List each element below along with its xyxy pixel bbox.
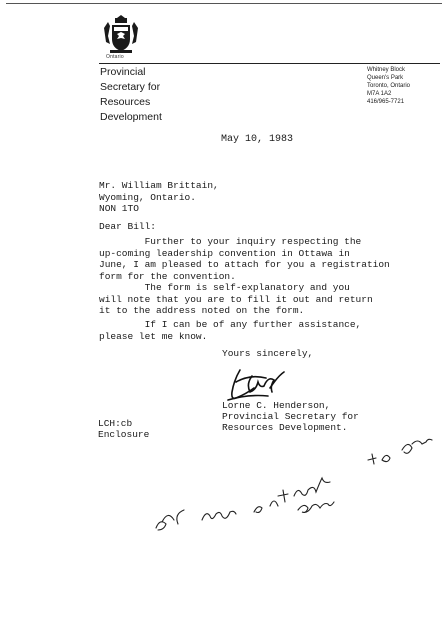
recipient-line: Wyoming, Ontario. [99, 191, 196, 203]
letterhead-rule [99, 63, 440, 64]
paragraph-line: will note that you are to fill it out and return [99, 293, 373, 305]
ministry-line: Resources [100, 96, 151, 108]
address-line: M7A 1A2 [367, 91, 392, 97]
crest-caption: Ontario [106, 54, 124, 60]
ministry-line: Development [100, 111, 162, 123]
signer-line: Provincial Secretary for [222, 411, 359, 422]
paragraph-assistance [99, 319, 389, 342]
paragraph-form-instructions [99, 282, 389, 317]
ministry-name [100, 65, 210, 125]
paragraph-line: it to the address noted on the form. [99, 305, 305, 316]
paragraph-line: Further to your inquiry respecting the [99, 236, 362, 247]
recipient-address [99, 180, 219, 215]
ministry-line: Secretary for [100, 81, 161, 93]
signer-line: Lorne C. Henderson, [222, 400, 331, 411]
recipient-line: NON 1TO [99, 203, 139, 214]
address-line: Whitney Block [367, 67, 406, 73]
paragraph-line: June, I am pleased to attach for you a registration [99, 259, 390, 270]
paragraph-line: up-coming leadership convention in Ottawa in [99, 247, 350, 259]
top-edge-rule [6, 3, 442, 4]
letter-date: May 10, 1983 [221, 134, 294, 145]
reference-initials [98, 418, 149, 440]
signer-block [222, 400, 359, 433]
address-line: 416/965-7721 [367, 99, 405, 105]
salutation: Dear Bill: [99, 221, 157, 232]
complimentary-close: Yours sincerely, [222, 348, 314, 359]
recipient-line: Mr. William Brittain, [99, 180, 219, 191]
ministry-line: Provincial [100, 66, 146, 78]
paragraph-line: If I can be of any further assistance, [99, 319, 362, 330]
paragraph-inquiry [99, 236, 389, 282]
address-line: Queen's Park [367, 75, 404, 81]
paragraph-line: form for the convention. [99, 270, 236, 282]
handwritten-annotation-icon [150, 430, 440, 540]
initials-line: LCH:cb [98, 418, 133, 429]
initials-line: Enclosure [98, 429, 150, 440]
paragraph-line: please let me know. [99, 330, 208, 342]
address-line: Toronto, Ontario [367, 83, 411, 89]
office-address [367, 66, 443, 106]
paragraph-line: The form is self-explanatory and you [99, 282, 350, 293]
signer-line: Resources Development. [222, 422, 348, 433]
